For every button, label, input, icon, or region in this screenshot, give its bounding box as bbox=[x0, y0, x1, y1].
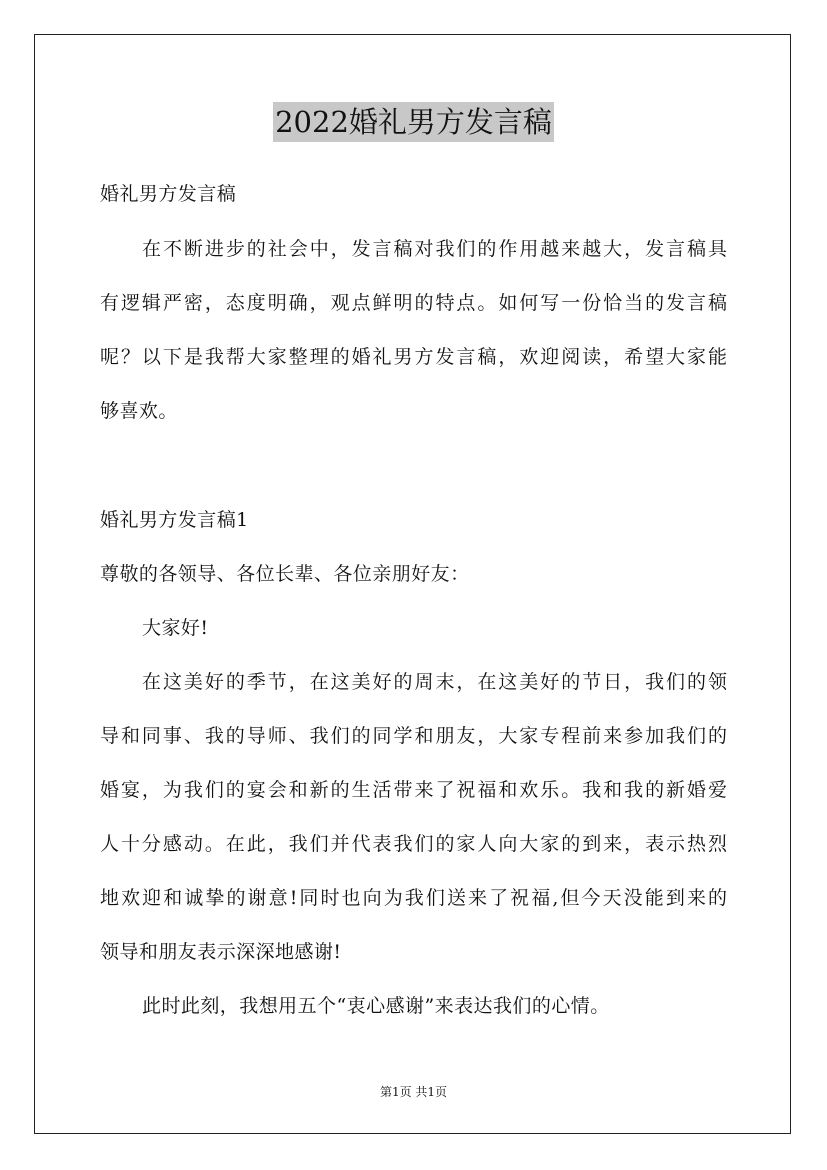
closing-line: 此时此刻，我想用五个“衷心感谢”来表达我们的心情。 bbox=[142, 995, 610, 1017]
body-line: 人十分感动。在此，我们并代表我们的家人向大家的到来，表示热烈 bbox=[100, 833, 727, 855]
section-title: 婚礼男方发言稿1 bbox=[100, 509, 249, 531]
body-line: 导和同事、我的导师、我们的同学和朋友，大家专程前来参加我们的 bbox=[100, 725, 727, 747]
document-heading: 婚礼男方发言稿 bbox=[100, 183, 237, 205]
intro-line: 在不断进步的社会中，发言稿对我们的作用越来越大，发言稿具 bbox=[142, 238, 727, 260]
body-line: 婚宴，为我们的宴会和新的生活带来了祝福和欢乐。我和我的新婚爱 bbox=[100, 779, 727, 801]
title-container bbox=[0, 102, 827, 142]
document-title: 2022婚礼男方发言稿 bbox=[273, 102, 554, 142]
intro-line: 有逻辑严密，态度明确，观点鲜明的特点。如何写一份恰当的发言稿 bbox=[100, 292, 727, 314]
salutation: 尊敬的各领导、各位长辈、各位亲朋好友： bbox=[100, 563, 470, 585]
intro-line: 够喜欢。 bbox=[100, 400, 178, 422]
body-line: 在这美好的季节，在这美好的周末，在这美好的节日，我们的领 bbox=[142, 671, 727, 693]
body-line: 领导和朋友表示深深地感谢! bbox=[100, 941, 342, 963]
body-line: 地欢迎和诚挚的谢意!同时也向为我们送来了祝福,但今天没能到来的 bbox=[100, 887, 727, 909]
intro-line: 呢？以下是我帮大家整理的婚礼男方发言稿，欢迎阅读，希望大家能 bbox=[100, 346, 727, 368]
greeting: 大家好! bbox=[142, 617, 209, 639]
page-footer: 第1页 共1页 bbox=[379, 1085, 448, 1099]
